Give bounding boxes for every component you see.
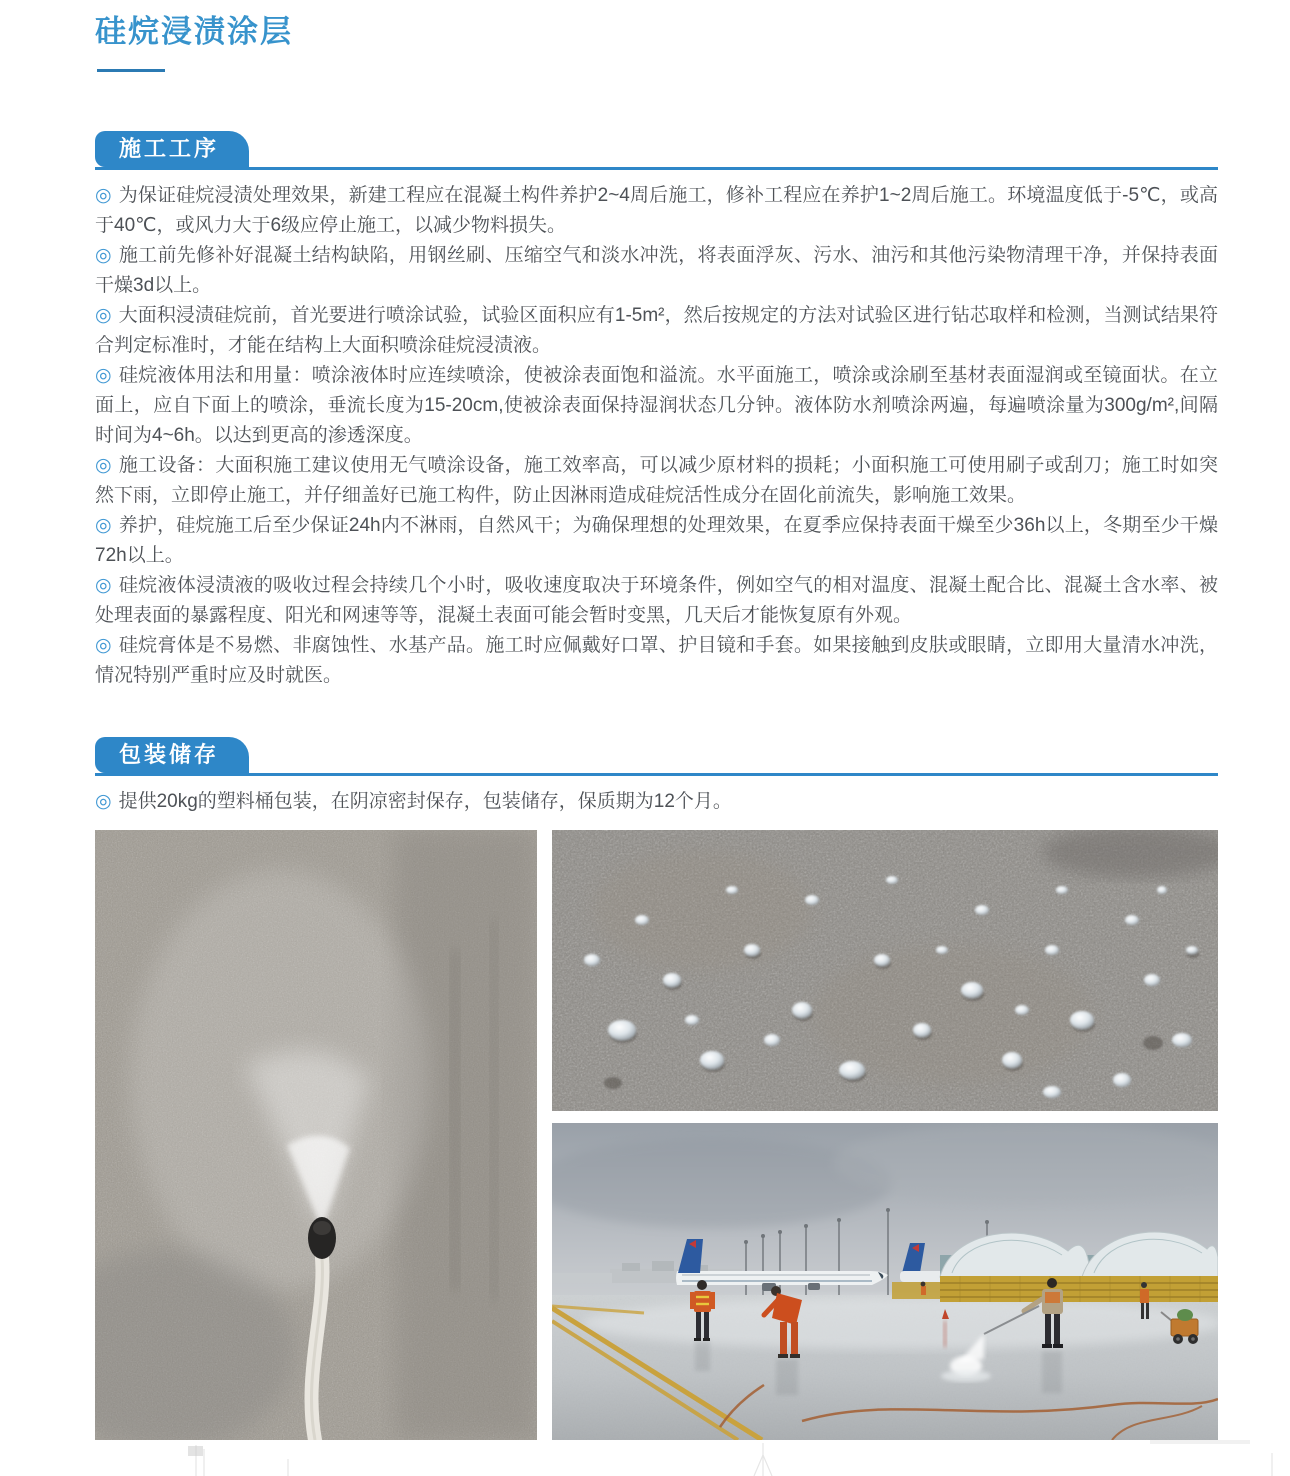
photo-water-beading-on-treated-concrete: [552, 830, 1218, 1111]
bullet-paragraph: ◎ 硅烷膏体是不易燃、非腐蚀性、水基产品。施工时应佩戴好口罩、护目镜和手套。如果接触到皮肤或眼睛，立即用大量清水冲洗，情况特别严重时应及时就医。: [95, 635, 1218, 686]
section-tab-packaging-storage: [95, 737, 249, 773]
bullet-icon: ◎: [95, 455, 112, 476]
title-underline: [97, 69, 165, 72]
photo-silane-spraying-on-concrete-wall: [95, 830, 537, 1440]
section-rule: [95, 167, 1218, 170]
bullet-icon: ◎: [95, 185, 112, 206]
bullet-icon: ◎: [95, 305, 112, 326]
bullet-icon: ◎: [95, 515, 112, 536]
bullet-paragraph: ◎ 施工设备：大面积施工建议使用无气喷涂设备，施工效率高，可以减少原材料的损耗；小面积施工可使用刷子或刮刀；施工时如突然下雨，立即停止施工，并仔细盖好已施工构件，防止因淋雨造成硅烷活性成分在固化前流失，影响施工效果。: [95, 455, 1218, 506]
page-title: 硅烷浸渍涂层: [95, 14, 293, 49]
bullet-paragraph: ◎ 施工前先修补好混凝土结构缺陷，用钢丝刷、压缩空气和淡水冲洗，将表面浮灰、污水、油污和其他污染物清理干净，并保持表面干燥3d以上。: [95, 245, 1218, 296]
bullet-paragraph: ◎ 大面积浸渍硅烷前，首光要进行喷涂试验，试验区面积应有1-5m²，然后按规定的方法对试验区进行钻芯取样和检测，当测试结果符合判定标准时，才能在结构上大面积喷涂硅烷浸渍液。: [95, 305, 1218, 356]
bullet-paragraph: ◎ 养护，硅烷施工后至少保证24h内不淋雨，自然风干；为确保理想的处理效果，在夏季应保持表面干燥至少36h以上，冬期至少干燥72h以上。: [95, 515, 1218, 566]
page-bottom-ghost-marks: [0, 1440, 1290, 1476]
bullet-icon: ◎: [95, 635, 112, 656]
bullet-icon: ◎: [95, 245, 112, 266]
bullet-icon: ◎: [95, 365, 112, 386]
bullet-icon: ◎: [95, 575, 112, 596]
construction-procedure-text: [95, 181, 1218, 691]
bullet-paragraph: ◎ 提供20kg的塑料桶包装，在阴凉密封保存，包装储存，保质期为12个月。: [95, 791, 732, 812]
bullet-icon: ◎: [95, 791, 112, 812]
section-heading: 施工工序: [119, 136, 220, 161]
bullet-paragraph: ◎ 硅烷液体浸渍液的吸收过程会持续几个小时，吸收速度取决于环境条件，例如空气的相对温度、混凝土配合比、混凝土含水率、被处理表面的暴露程度、阳光和网速等等，混凝土表面可能会暂时变黑，几天后才能恢复原有外观。: [95, 575, 1218, 626]
photo-workers-spraying-airport-apron: [552, 1123, 1218, 1440]
section-rule: [95, 773, 1218, 776]
bullet-paragraph: ◎ 为保证硅烷浸渍处理效果，新建工程应在混凝土构件养护2~4周后施工，修补工程应在养护1~2周后施工。环境温度低于-5℃，或高于40℃，或风力大于6级应停止施工，以减少物料损失。: [95, 185, 1218, 236]
section-tab-construction-procedure: [95, 131, 249, 167]
section-heading: 包装储存: [119, 742, 220, 767]
packaging-storage-text: [95, 787, 1218, 817]
bullet-paragraph: ◎ 硅烷液体用法和用量：喷涂液体时应连续喷涂，使被涂表面饱和溢流。水平面施工，喷涂或涂刷至基材表面湿润或至镜面状。在立面上，应自下面上的喷涂，垂流长度为15-20cm,使被涂表面保持湿润状态几分钟。液体防水剂喷涂两遍，每遍喷涂量为300g/m²,间隔时间为4~6h。以达到更高的渗透深度。: [95, 365, 1218, 446]
